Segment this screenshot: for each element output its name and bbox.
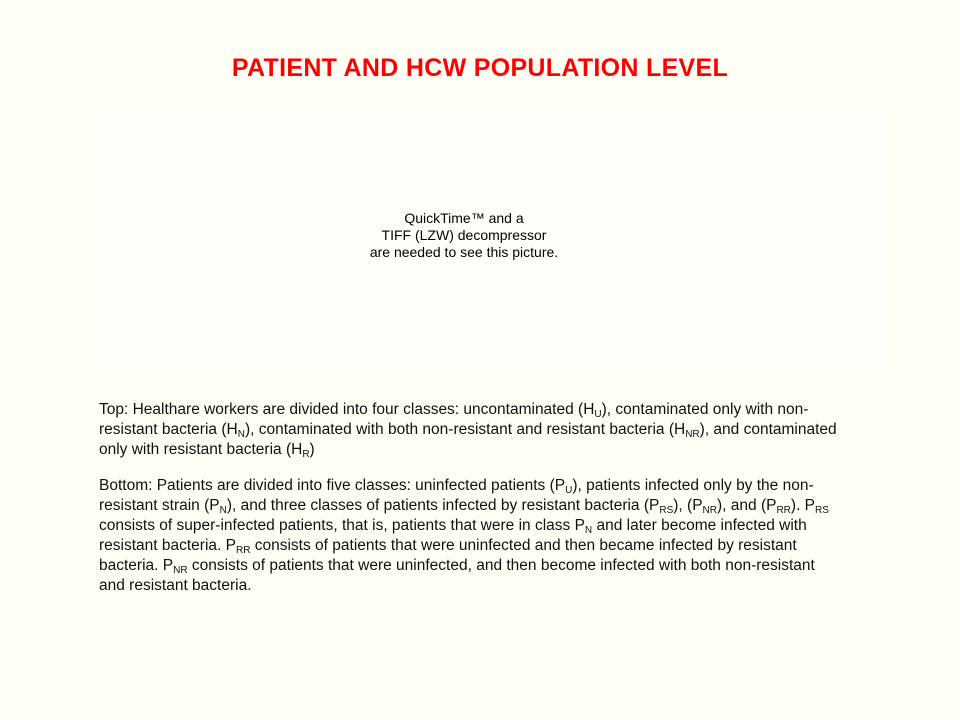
subscript: RR xyxy=(776,505,791,516)
slide-title: PATIENT AND HCW POPULATION LEVEL xyxy=(231,54,729,82)
caption-patients xyxy=(99,476,839,596)
subscript: N xyxy=(584,525,593,536)
subscript: R xyxy=(302,449,310,460)
subscript: U xyxy=(594,409,602,420)
placeholder-line: TIFF (LZW) decompressor xyxy=(381,227,547,243)
caption-text: Bottom: Patients are divided into five classes: uninfected patients (P xyxy=(99,477,566,494)
caption-text: ), contaminated with both non-resistant and resistant bacteria (H xyxy=(244,421,686,438)
caption-text: consists of super-infected patients, that is, patients that were in class P xyxy=(99,517,585,534)
subscript: NR xyxy=(702,505,717,516)
caption-text: ), and contaminated only with resistant bacteria (H xyxy=(99,421,837,458)
caption-text: ), contaminated only with non-resistant bacteria (H xyxy=(99,401,809,438)
placeholder-line: are needed to see this picture. xyxy=(369,244,559,260)
placeholder-line: QuickTime™ and a xyxy=(404,210,524,226)
caption-text: ). P xyxy=(790,497,816,514)
caption-text: ), and (P xyxy=(717,497,777,514)
caption-text: ), (P xyxy=(673,497,703,514)
caption-text: ), and three classes of patients infected by resistant bacteria (P xyxy=(226,497,660,514)
subscript: RS xyxy=(659,505,674,516)
picture-placeholder xyxy=(94,106,884,380)
caption-text: and later become infected with resistant bacteria. P xyxy=(99,517,807,554)
subscript: N xyxy=(237,429,245,440)
subscript: NR xyxy=(685,429,700,440)
caption-text: ) xyxy=(309,441,315,458)
placeholder-message xyxy=(344,210,584,261)
subscript: RR xyxy=(235,545,251,556)
caption-text: Top: Healthare workers are divided into four classes: uncontaminated (H xyxy=(99,401,595,418)
caption-text: consists of patients that were uninfected, and then become infected with both non-resistant and resistant bacteria. xyxy=(99,557,815,594)
subscript: N xyxy=(219,505,227,516)
subscript: U xyxy=(565,485,573,496)
caption-healthcare-workers xyxy=(99,400,839,460)
subscript: NR xyxy=(173,565,188,576)
caption-text: ), patients infected only by the non-resistant strain (P xyxy=(99,477,814,514)
subscript: RS xyxy=(815,505,829,516)
caption-text: consists of patients that were uninfected and then became infected by resistant bacteria. P xyxy=(99,537,797,574)
